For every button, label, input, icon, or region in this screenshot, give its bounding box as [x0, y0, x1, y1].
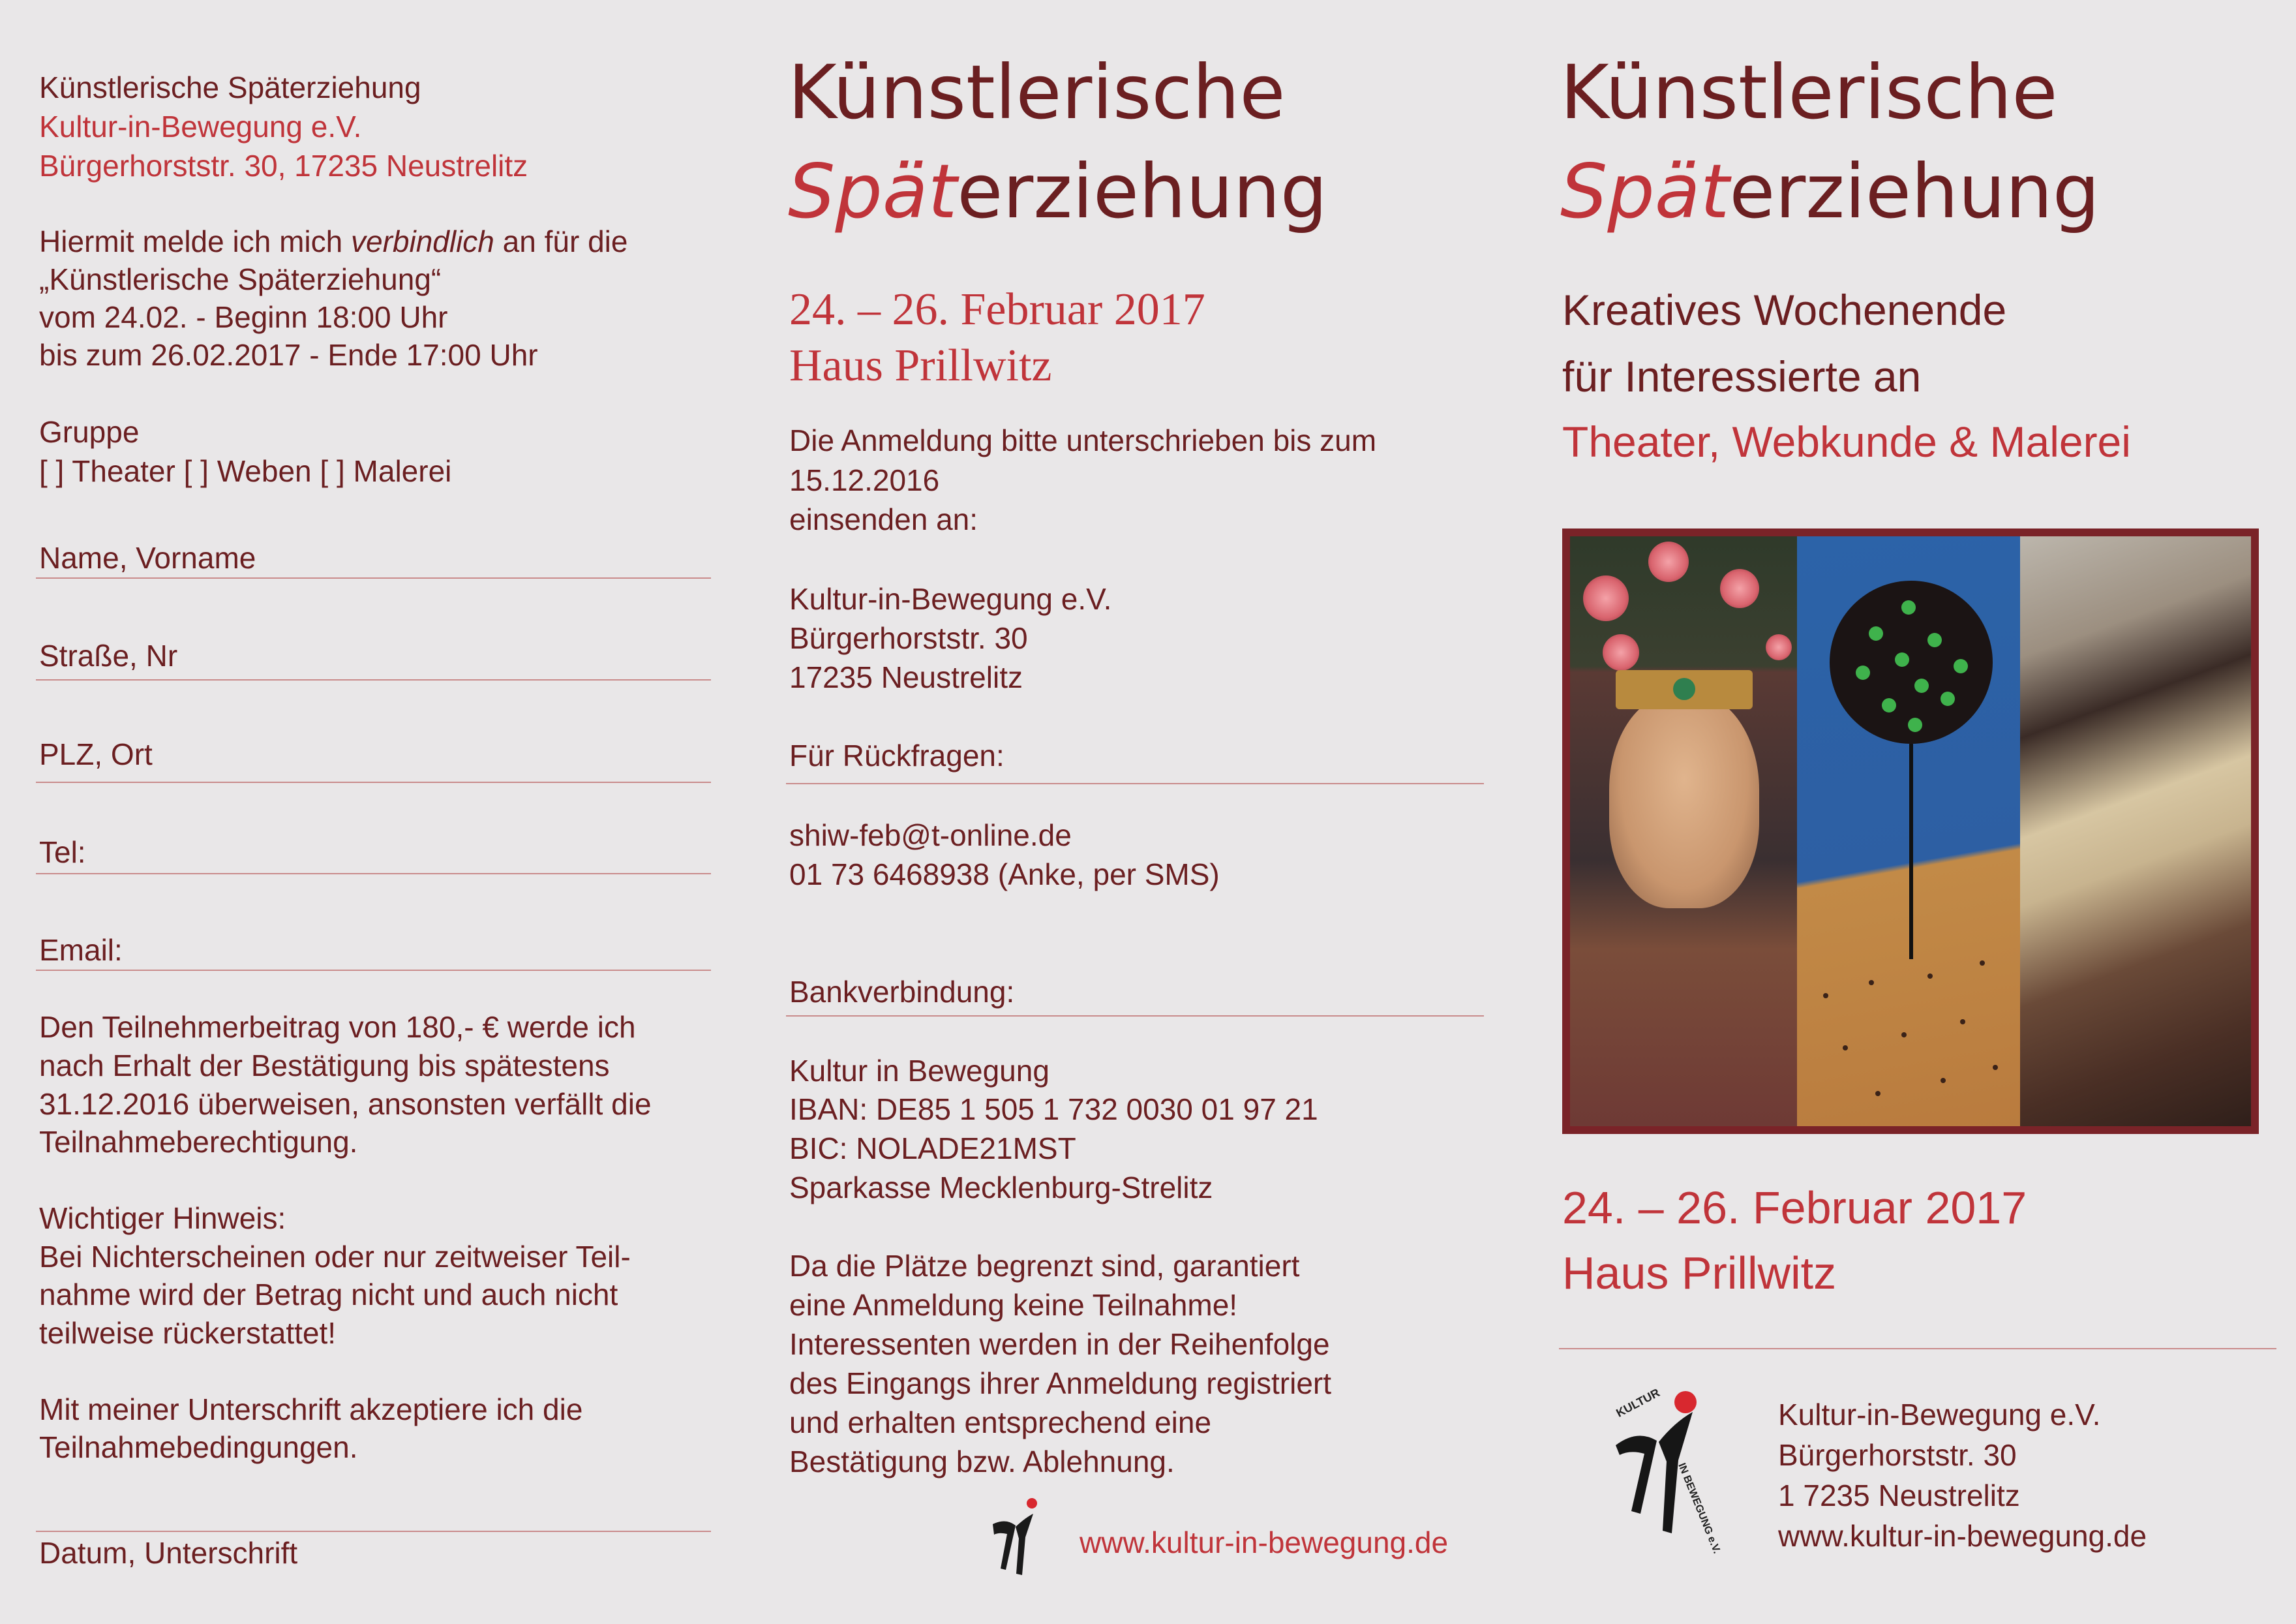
small-logo-figure-icon — [986, 1498, 1051, 1583]
artwork-painting-panel — [1797, 536, 2020, 1126]
field-city-label: PLZ, Ort — [39, 737, 153, 771]
questions-label: Für Rückfragen: — [789, 739, 1004, 773]
cover-website[interactable]: www.kultur-in-bewegung.de — [1778, 1519, 2147, 1553]
middle-title-line2: Späterziehung — [788, 148, 1328, 235]
register-text-3: einsenden an: — [789, 502, 978, 536]
accept-text-1: Mit meiner Unterschrift akzeptiere ich die — [39, 1392, 583, 1426]
group-label: Gruppe — [39, 415, 140, 449]
fee-text-4: Teilnahmeberechtigung. — [39, 1125, 358, 1159]
cover-logo-text-top: KULTUR — [1614, 1386, 1662, 1420]
bank-bic: BIC: NOLADE21MST — [789, 1131, 1076, 1165]
field-phone-label: Tel: — [39, 835, 86, 869]
field-email-label: Email: — [39, 933, 123, 967]
address-line-1: Kultur-in-Bewegung e.V. — [789, 582, 1112, 616]
cover-venue: Haus Prillwitz — [1562, 1248, 1837, 1298]
fee-text-3: 31.12.2016 überweisen, ansonsten verfällt die — [39, 1087, 652, 1121]
questions-rule — [786, 783, 1484, 784]
disclaimer-1: Da die Plätze begrenzt sind, garantiert — [789, 1249, 1300, 1283]
fee-text-2: nach Erhalt der Bestätigung bis spätestens — [39, 1049, 610, 1082]
intro-line-2: „Künstlerische Späterziehung“ — [39, 262, 442, 296]
contact-phone[interactable]: 01 73 6468938 (Anke, per SMS) — [789, 857, 1220, 891]
cover-logo — [1601, 1383, 1732, 1555]
address-line-2: Bürgerhorststr. 30 — [789, 621, 1028, 655]
disclaimer-2: eine Anmeldung keine Teilnahme! — [789, 1288, 1238, 1322]
cover-rule — [1559, 1348, 2276, 1349]
puppet-face — [1609, 693, 1759, 908]
disclaimer-5: und erhalten entsprechend eine — [789, 1405, 1212, 1439]
notice-text-2: nahme wird der Betrag nicht und auch nicht — [39, 1278, 618, 1311]
registration-form-panel — [0, 0, 737, 1624]
artwork-weaving-panel — [2020, 536, 2251, 1126]
bank-iban: IBAN: DE85 1 505 1 732 0030 01 97 21 — [789, 1092, 1318, 1126]
form-header-address: Bürgerhorststr. 30, 17235 Neustrelitz — [39, 149, 528, 183]
disclaimer-4: des Eingangs ihrer Anmeldung registriert — [789, 1366, 1332, 1400]
info-panel — [757, 0, 1533, 1624]
intro-line-4: bis zum 26.02.2017 - Ende 17:00 Uhr — [39, 338, 538, 372]
signature-line[interactable] — [36, 1531, 711, 1532]
cover-address-1: Kultur-in-Bewegung e.V. — [1778, 1398, 2101, 1432]
cover-subtitle-2: für Interessierte an — [1562, 352, 1922, 401]
fee-text-1: Den Teilnehmerbeitrag von 180,- € werde ich — [39, 1010, 636, 1044]
register-text-1: Die Anmeldung bitte unterschrieben bis zum — [789, 423, 1377, 457]
cover-logo-figure-icon — [1601, 1383, 1732, 1533]
cover-subtitle-1: Kreatives Wochenende — [1562, 286, 2007, 334]
middle-title-line1: Künstlerische — [788, 49, 1286, 136]
disclaimer-6: Bestätigung bzw. Ablehnung. — [789, 1445, 1175, 1478]
puppet-crown — [1616, 670, 1753, 709]
middle-venue: Haus Prillwitz — [789, 341, 1052, 391]
painting-tree — [1830, 581, 1993, 744]
cover-artwork — [1562, 529, 2259, 1134]
cover-date: 24. – 26. Februar 2017 — [1562, 1182, 2027, 1233]
address-line-3: 17235 Neustrelitz — [789, 660, 1023, 694]
intro-line-3: vom 24.02. - Beginn 18:00 Uhr — [39, 300, 448, 334]
accept-text-2: Teilnahmebedingungen. — [39, 1430, 358, 1464]
form-header-org: Kultur-in-Bewegung e.V. — [39, 110, 362, 144]
field-street-line[interactable] — [36, 679, 711, 681]
field-email-line[interactable] — [36, 970, 711, 971]
form-header-title: Künstlerische Späterziehung — [39, 70, 421, 104]
register-text-2: 15.12.2016 — [789, 463, 940, 497]
bank-label: Bankverbindung: — [789, 975, 1015, 1009]
disclaimer-3: Interessenten werden in der Reihenfolge — [789, 1327, 1330, 1361]
cover-title-line1: Künstlerische — [1560, 49, 2058, 136]
cover-address-2: Bürgerhorststr. 30 — [1778, 1438, 2017, 1472]
middle-date: 24. – 26. Februar 2017 — [789, 284, 1205, 335]
bank-name: Sparkasse Mecklenburg-Strelitz — [789, 1171, 1213, 1204]
notice-text-1: Bei Nichterscheinen oder nur zeitweiser Teil- — [39, 1240, 631, 1274]
cover-subtitle-3: Theater, Webkunde & Malerei — [1562, 418, 2131, 466]
notice-text-3: teilweise rückerstattet! — [39, 1316, 337, 1350]
field-name-label: Name, Vorname — [39, 541, 256, 575]
field-street-label: Straße, Nr — [39, 639, 178, 673]
bank-line-1: Kultur in Bewegung — [789, 1054, 1050, 1088]
cover-title-line2: Späterziehung — [1560, 148, 2100, 235]
artwork-puppet-panel — [1570, 536, 1797, 1126]
cover-logo-text-side: IN BEWEGUNG e.V. — [1676, 1462, 1723, 1555]
small-logo — [986, 1498, 1051, 1583]
cover-address-3: 1 7235 Neustrelitz — [1778, 1478, 2020, 1512]
signature-label: Datum, Unterschrift — [39, 1536, 298, 1570]
field-phone-line[interactable] — [36, 873, 711, 874]
middle-website[interactable]: www.kultur-in-bewegung.de — [1080, 1525, 1449, 1559]
group-options[interactable]: [ ] Theater [ ] Weben [ ] Malerei — [39, 454, 452, 488]
field-city-line[interactable] — [36, 782, 711, 783]
notice-title: Wichtiger Hinweis: — [39, 1201, 286, 1235]
intro-line-1: Hiermit melde ich mich verbindlich an für die — [39, 224, 628, 258]
field-name-line[interactable] — [36, 577, 711, 579]
intro-emphasis: verbindlich — [351, 224, 494, 258]
bank-rule — [786, 1015, 1484, 1017]
contact-email[interactable]: shiw-feb@t-online.de — [789, 818, 1072, 852]
